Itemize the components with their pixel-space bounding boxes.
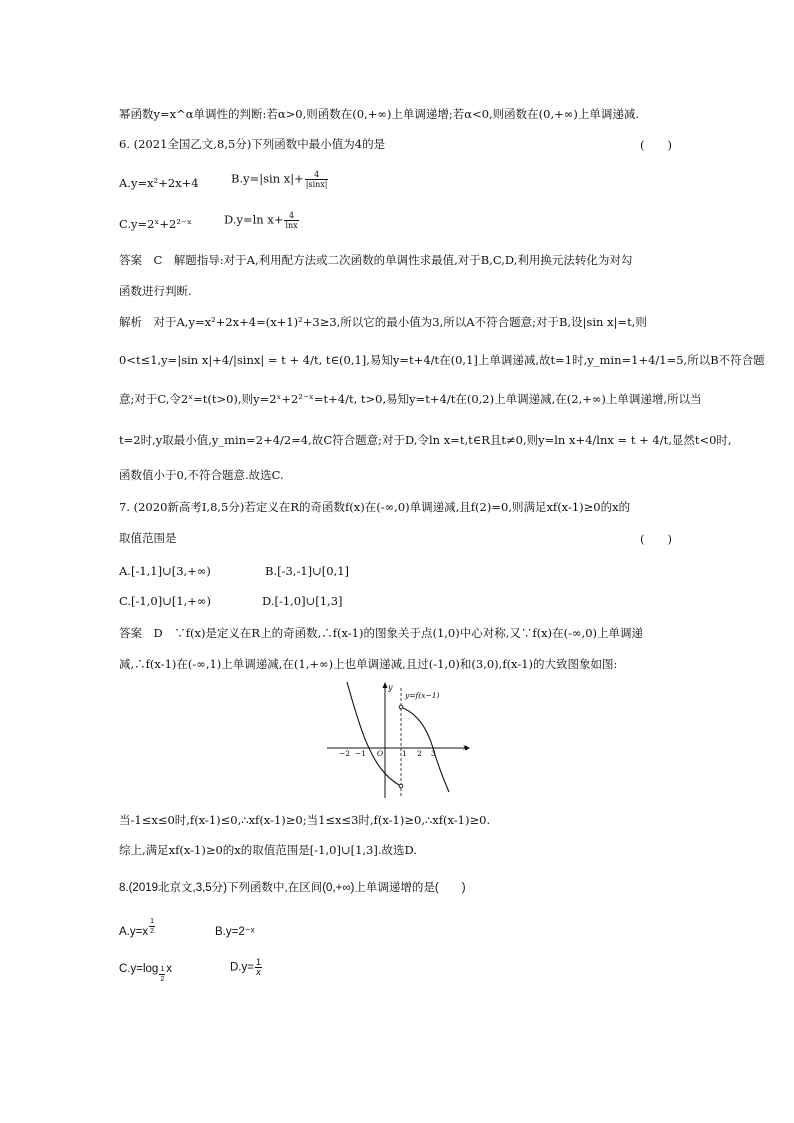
q6-answer-paren: ( ): [640, 138, 672, 152]
tick-label-neg1: −1: [355, 749, 367, 758]
q6-option-b-text: B.y=|sin x|+: [231, 171, 304, 186]
q7-stem-line1: 7. (2020新高考Ⅰ,8,5分)若定义在R的奇函数f(x)在(-∞,0)单调递减,且f(2)=0,则满足xf(x-1)≥0的x的: [119, 500, 631, 514]
q6-option-b-fraction: $\frac{4}{|\sin x|}$: [305, 170, 328, 189]
q6-option-d-text: D.y=ln x+: [224, 212, 284, 227]
q7-answer-line1: 答案 D ∵f(x)是定义在R上的奇函数,∴f(x-1)的图象关于点(1,0)中心对称,又∵f(x)在(-∞,0)上单调递: [119, 626, 644, 640]
q8-option-c: [119, 962, 172, 983]
tick-label-2: 2: [417, 749, 422, 758]
q6-option-a: A.y=x²+2x+4: [119, 176, 199, 190]
q7-option-b: B.[-3,-1]∪[0,1]: [265, 564, 350, 578]
right-branch-open-point: [399, 705, 403, 709]
q8-option-d-text: D.y=: [230, 961, 254, 974]
q7-after-graph-line1: 当-1≤x≤0时,f(x-1)≤0,∴xf(x-1)≥0;当1≤x≤3时,f(x-1)≥0,∴xf(x-1)≥0.: [119, 813, 491, 827]
q6-solution-line1: 解析 对于A,y=x²+2x+4=(x+1)²+3≥3,所以它的最小值为3,所以A不符合题意;对于B,设|sin x|=t,则: [119, 315, 647, 329]
left-branch-curve: [347, 682, 399, 785]
q6-solution-line4: t=2时,y取最小值,y_min=2+4/2=4,故C符合题意;对于D,令ln x=t,t∈R且t≠0,则y=ln x+4/lnx = t + 4/t,显然t<0时,: [119, 433, 732, 447]
q6-solution-line2: 0<t≤1,y=|sin x|+4/|sinx| = t + 4/t, t∈(0,1],易知y=t+4/t在(0,1]上单调递减,故t=1时,y_min=1+4/1=5,所以B不符合题: [119, 353, 765, 367]
q8-option-d-fraction: $\frac{1}{x}$: [255, 957, 261, 977]
q6-answer-line1: 答案 C 解题指导:对于A,利用配方法或二次函数的单调性求最值,对于B,C,D,利用换元法转化为对勾: [119, 253, 633, 267]
q8-option-a-text: A.y=x: [119, 926, 149, 938]
x-axis-label: x: [463, 743, 468, 752]
q7-answer-line2: 减,∴f(x-1)在(-∞,1)上单调递减,在(1,+∞)上也单调递减,且过(-1,0)和(3,0),f(x-1)的大致图象如图:: [119, 657, 618, 671]
q7-answer-paren: ( ): [640, 532, 672, 546]
tick-label-3: 3: [431, 749, 436, 758]
q7-after-graph-line2: 综上,满足xf(x-1)≥0的x的取值范围是[-1,0]∪[1,3].故选D.: [119, 843, 417, 857]
q7-stem-line2: 取值范围是: [119, 531, 177, 545]
q8-option-c-text: C.y=log: [119, 963, 159, 975]
right-branch-curve: [403, 708, 449, 792]
q6-option-b: [231, 170, 329, 189]
q8-stem: 8.(2019北京文,3,5分)下列函数中,在区间(0,+∞)上单调递增的是( ): [119, 882, 466, 894]
q8-option-c-arg: x: [166, 963, 172, 975]
left-branch-open-point: [399, 784, 403, 788]
q8-option-a-exponent: $\frac{1}{2}$: [150, 918, 154, 935]
q7-option-d: D.[-1,0]∪[1,3]: [262, 594, 343, 608]
q6-stem: 6. (2021全国乙文,8,5分)下列函数中最小值为4的是: [119, 137, 386, 151]
q6-solution-line5: 函数值小于0,不符合题意.故选C.: [119, 468, 284, 482]
q8-option-d: [230, 958, 263, 977]
q8-option-c-base: $\frac{1}{2}$: [160, 966, 165, 983]
q6-option-c: C.y=2ˣ+2²⁻ˣ: [119, 217, 192, 231]
function-graph: [325, 678, 475, 804]
tick-label-1: 1: [402, 749, 407, 758]
q6-solution-line3: 意;对于C,令2ˣ=t(t>0),则y=2ˣ+2²⁻ˣ=t+4/t, t>0,易知y=t+4/t在(0,2)上单调递减,在(2,+∞)上单调递增,所以当: [119, 392, 702, 406]
origin-label: O: [377, 749, 384, 758]
curve-label: y=f(x−1): [405, 691, 440, 700]
q6-option-d: [224, 211, 300, 230]
y-axis-label: y: [388, 683, 393, 692]
q8-option-a: [119, 918, 156, 939]
y-axis-arrow-icon: [383, 682, 388, 688]
q6-option-d-fraction: $\frac{4}{\ln x}$: [285, 211, 298, 230]
q7-option-a: A.[-1,1]∪[3,+∞): [119, 564, 211, 578]
q7-option-c: C.[-1,0]∪[1,+∞): [119, 594, 211, 608]
power-function-note: 幂函数y=x^α单调性的判断:若α>0,则函数在(0,+∞)上单调递增;若α<0,则函数在(0,+∞)上单调递减.: [119, 107, 639, 121]
q8-option-b: B.y=2⁻ˣ: [215, 926, 255, 938]
q6-answer-line2: 函数进行判断.: [119, 284, 192, 298]
tick-label-neg2: −2: [339, 749, 351, 758]
